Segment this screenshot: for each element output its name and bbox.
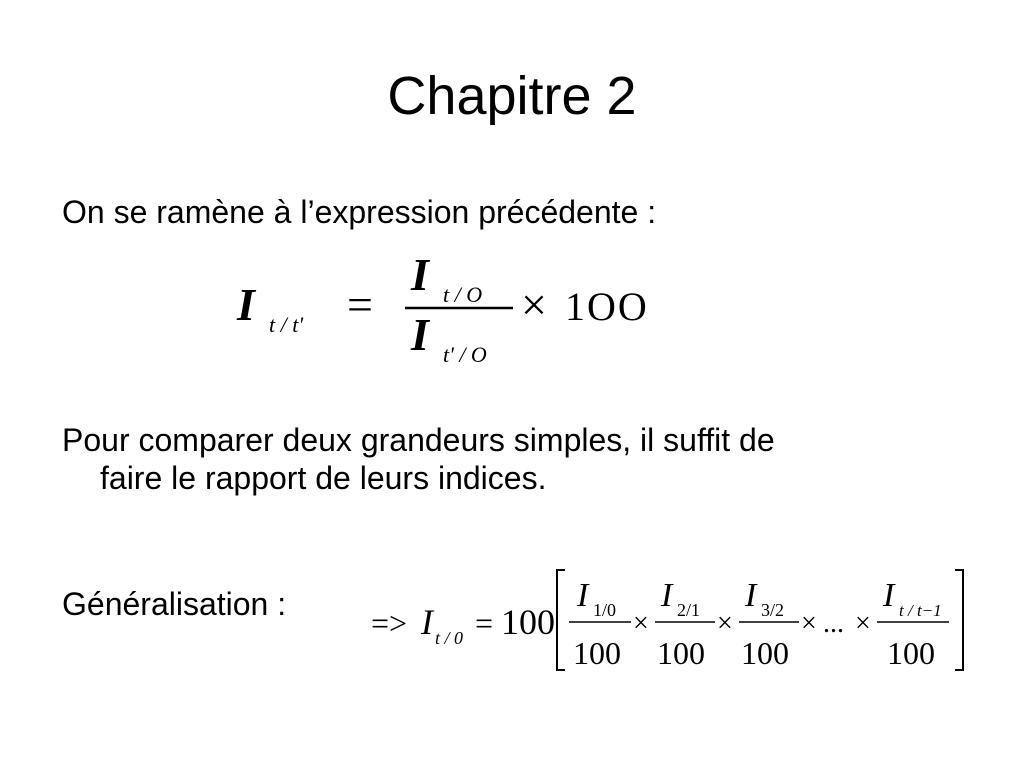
formula2-lhs-subscript: t / 0 (435, 628, 464, 648)
paragraph-generalisation: Généralisation : (62, 586, 287, 622)
formula2-term2-denominator: 100 (657, 635, 705, 671)
formula2-term4-denominator: 100 (887, 635, 935, 671)
paragraph-compare (62, 421, 982, 497)
paragraph-compare-line1: Pour comparer deux grandeurs simples, il suffit de (62, 422, 775, 458)
formula2-term4-symbol: I (883, 577, 895, 614)
formula1-lhs-symbol: I (237, 279, 255, 330)
formula1-times: × (521, 279, 547, 330)
formula2-lhs-symbol: I (421, 602, 433, 642)
formula1-equals: = (347, 279, 373, 330)
formula2-term3-subscript: 3/2 (761, 600, 785, 620)
formula2-right-bracket (955, 570, 963, 670)
formula1-lhs-subscript: t / t' (269, 312, 304, 337)
formula2-equals: = (475, 605, 494, 641)
formula1-num-symbol: I (411, 260, 429, 300)
formula1-den-symbol: I (411, 309, 429, 360)
formula2-implies: => (371, 605, 408, 641)
formula2-term3-denominator: 100 (741, 635, 789, 671)
formula2-times-2: × (717, 608, 733, 639)
formula1-num-subscript: t / O (443, 282, 483, 307)
slide-title: Chapitre 2 (387, 66, 637, 126)
paragraph-compare-line2: faire le rapport de leurs indices. (100, 460, 547, 496)
formula2-term3-symbol: I (745, 577, 757, 614)
formula1-factor: 1OO (565, 284, 649, 329)
formula2-term2-symbol: I (661, 577, 673, 614)
formula2-ellipsis: ... (823, 608, 844, 639)
formula2-term1-denominator: 100 (573, 635, 621, 671)
formula2-times-3: × (801, 608, 817, 639)
paragraph-intro: On se ramène à l’expression précédente : (62, 194, 657, 230)
formula2-times-4: × (855, 608, 871, 639)
formula2-times-1: × (633, 608, 649, 639)
formula-ratio-svg (225, 260, 695, 370)
formula2-term1-subscript: 1/0 (593, 600, 617, 620)
formula-generalisation (365, 560, 970, 680)
formula2-left-bracket (557, 570, 565, 670)
formula-generalisation-svg (365, 560, 970, 680)
formula1-den-subscript: t' / O (443, 342, 487, 367)
formula2-factor: 100 (501, 602, 555, 642)
formula2-term1-symbol: I (577, 577, 589, 614)
formula-ratio (225, 260, 695, 370)
formula2-term4-subscript: t / t−1 (899, 601, 942, 620)
formula2-term2-subscript: 2/1 (677, 600, 701, 620)
